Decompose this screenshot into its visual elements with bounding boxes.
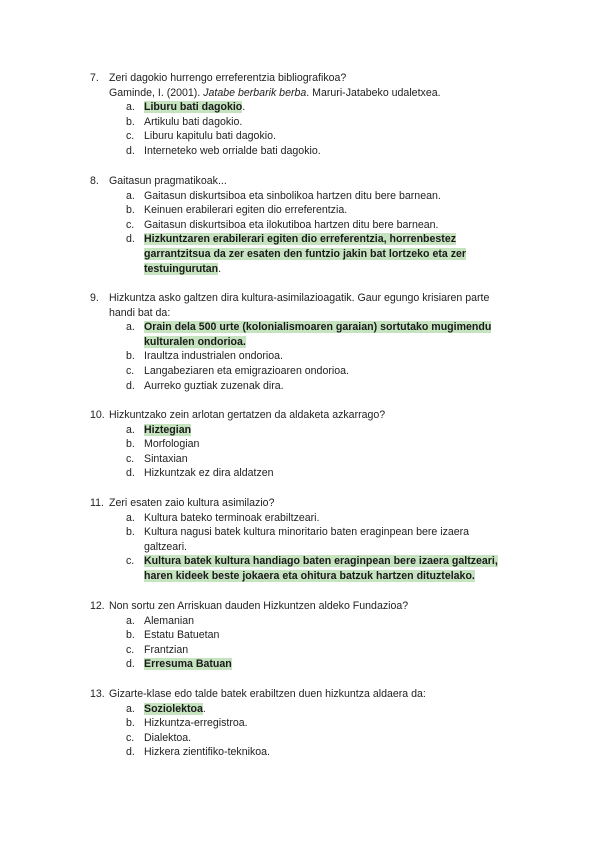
answer-option-b: b. Estatu Batuetan (126, 629, 220, 642)
question-number: 12. (90, 600, 105, 612)
bibliographic-reference: Gaminde, I. (2001). Jatabe berbarik berba. Maruri-Jatabeko udaletxea. (109, 86, 441, 99)
answer-option-b: b. Morfologian (126, 438, 200, 451)
question-text: Gizarte-klase edo talde batek erabiltzen duen hizkuntza aldaera da: (109, 688, 426, 700)
correct-answer-highlight: Liburu bati dagokio (144, 101, 243, 114)
question-7 (90, 71, 530, 159)
question-13 (90, 687, 530, 760)
correct-answer-highlight: kulturalen ondorioa. (144, 335, 246, 348)
answer-option-c: c. Dialektoa. (126, 731, 192, 744)
answer-option-a: a. Orain dela 500 urte (kolonialismoaren garaian) sortutako mugimendu (126, 321, 492, 334)
answer-option-c: c. Frantzian (126, 643, 189, 656)
question-text: Zeri dagokio hurrengo erreferentzia bibliografikoa? (109, 72, 347, 84)
correct-answer-highlight: Hiztegian (144, 423, 192, 436)
answer-option-c: c. Kultura batek kultura handiago baten eraginpean bere izaera galtzeari, (126, 555, 498, 568)
correct-answer-highlight: Kultura batek kultura handiago baten eraginpean bere izaera galtzeari, (144, 555, 498, 568)
answer-option-b: b. Kultura nagusi batek kultura minoritario baten eraginpean bere izaera (126, 526, 470, 539)
answer-option-b: b. Hizkuntza-erregistroa. (126, 717, 248, 730)
correct-answer-highlight: Orain dela 500 urte (kolonialismoaren garaian) sortutako mugimendu (144, 321, 492, 334)
answer-option-c: c. Liburu kapitulu bati dagokio. (126, 130, 276, 143)
correct-answer-highlight: Soziolektoa (144, 702, 203, 715)
question-text-continued: handi bat da: (109, 306, 171, 319)
question-number: 7. (90, 72, 99, 84)
answer-option-b: b. Iraultza industrialen ondorioa. (126, 350, 283, 363)
answer-option-d: d. Erresuma Batuan (126, 658, 232, 671)
answer-option-b: b. Keinuen erabilerari egiten dio erreferentzia. (126, 204, 348, 217)
question-text: Non sortu zen Arriskuan dauden Hizkuntzen aldeko Fundazioa? (109, 600, 409, 612)
question-number: 11. (90, 497, 104, 509)
correct-answer-highlight: garrantzitsua da zer esaten den funtzio jakin bat lortzeko eta zer (144, 247, 467, 260)
question-number: 8. (90, 175, 99, 187)
question-12 (90, 599, 530, 672)
answer-option-c: c. Sintaxian (126, 452, 188, 465)
question-number: 10. (90, 409, 105, 421)
answer-option-a: a. Kultura bateko terminoak erabiltzeari. (126, 511, 320, 524)
answer-option-a: a. Soziolektoa. (126, 702, 206, 715)
answer-option-c: c. Langabeziaren eta emigrazioaren ondorioa. (126, 364, 349, 377)
question-text: Gaitasun pragmatikoak... (109, 175, 227, 187)
answer-option-d: d. Aurreko guztiak zuzenak dira. (126, 379, 284, 392)
question-text: Hizkuntzako zein arlotan gertatzen da aldaketa azkarrago? (109, 409, 386, 421)
answer-option-a: a. Alemanian (126, 614, 195, 627)
question-9 (90, 291, 530, 393)
correct-answer-highlight: haren kideek beste jokaera eta ohitura batzuk hartzen dituztelako. (144, 569, 475, 582)
question-number: 13. (90, 688, 105, 700)
answer-option-d: d. Hizkera zientifiko-teknikoa. (126, 746, 270, 759)
answer-option-d: d. Interneteko web orrialde bati dagokio. (126, 144, 321, 157)
question-10 (90, 408, 530, 481)
correct-answer-highlight: Erresuma Batuan (144, 658, 232, 671)
answer-option-a: a. Hiztegian (126, 423, 192, 436)
answer-option-d: d. Hizkuntzaren erabilerari egiten dio erreferentzia, horrenbestez (126, 233, 457, 246)
answer-option-a: a. Liburu bati dagokio. (126, 101, 246, 114)
question-11: 11. Zeri esaten zaio kultura asimilazio? a. Kultura bateko terminoak erabiltzeari. b. Kultura nagusi batek kultura minoritario baten eraginpean bere izaera galtzeari. c. Kultura batek kultura handiago baten eraginpean bere izaera galtzeari, haren kideek beste jokaera eta ohitura batzuk hartzen dituztelako. (90, 496, 530, 584)
question-8: 8. Gaitasun pragmatikoak... a. Gaitasun diskurtsiboa eta sinbolikoa hartzen ditu bere barnean. b. Keinuen erabilerari egiten dio erreferentzia. c. Gaitasun diskurtsiboa eta ilokutiboa hartzen ditu bere barnean. d. Hizkuntzaren erabilerari egiten dio erreferentzia, horrenbestez garrantzitsua da zer esaten den funtzio jakin bat lortzeko eta zer testuingurutan. (90, 174, 530, 276)
correct-answer-highlight: testuingurutan (144, 262, 219, 275)
answer-option-c: c. Gaitasun diskurtsiboa eta ilokutiboa hartzen ditu bere barnean. (126, 218, 439, 231)
answer-option-b: b. Artikulu bati dagokio. (126, 115, 243, 128)
question-text: Hizkuntza asko galtzen dira kultura-asimilazioagatik. Gaur egungo krisiaren parte (109, 292, 490, 304)
answer-option-a: a. Gaitasun diskurtsiboa eta sinbolikoa hartzen ditu bere barnean. (126, 189, 441, 202)
question-text: Zeri esaten zaio kultura asimilazio? (109, 497, 275, 509)
question-number: 9. (90, 292, 99, 304)
correct-answer-highlight: Hizkuntzaren erabilerari egiten dio erreferentzia, horrenbestez (144, 233, 457, 246)
answer-option-d: d. Hizkuntzak ez dira aldatzen (126, 467, 274, 480)
